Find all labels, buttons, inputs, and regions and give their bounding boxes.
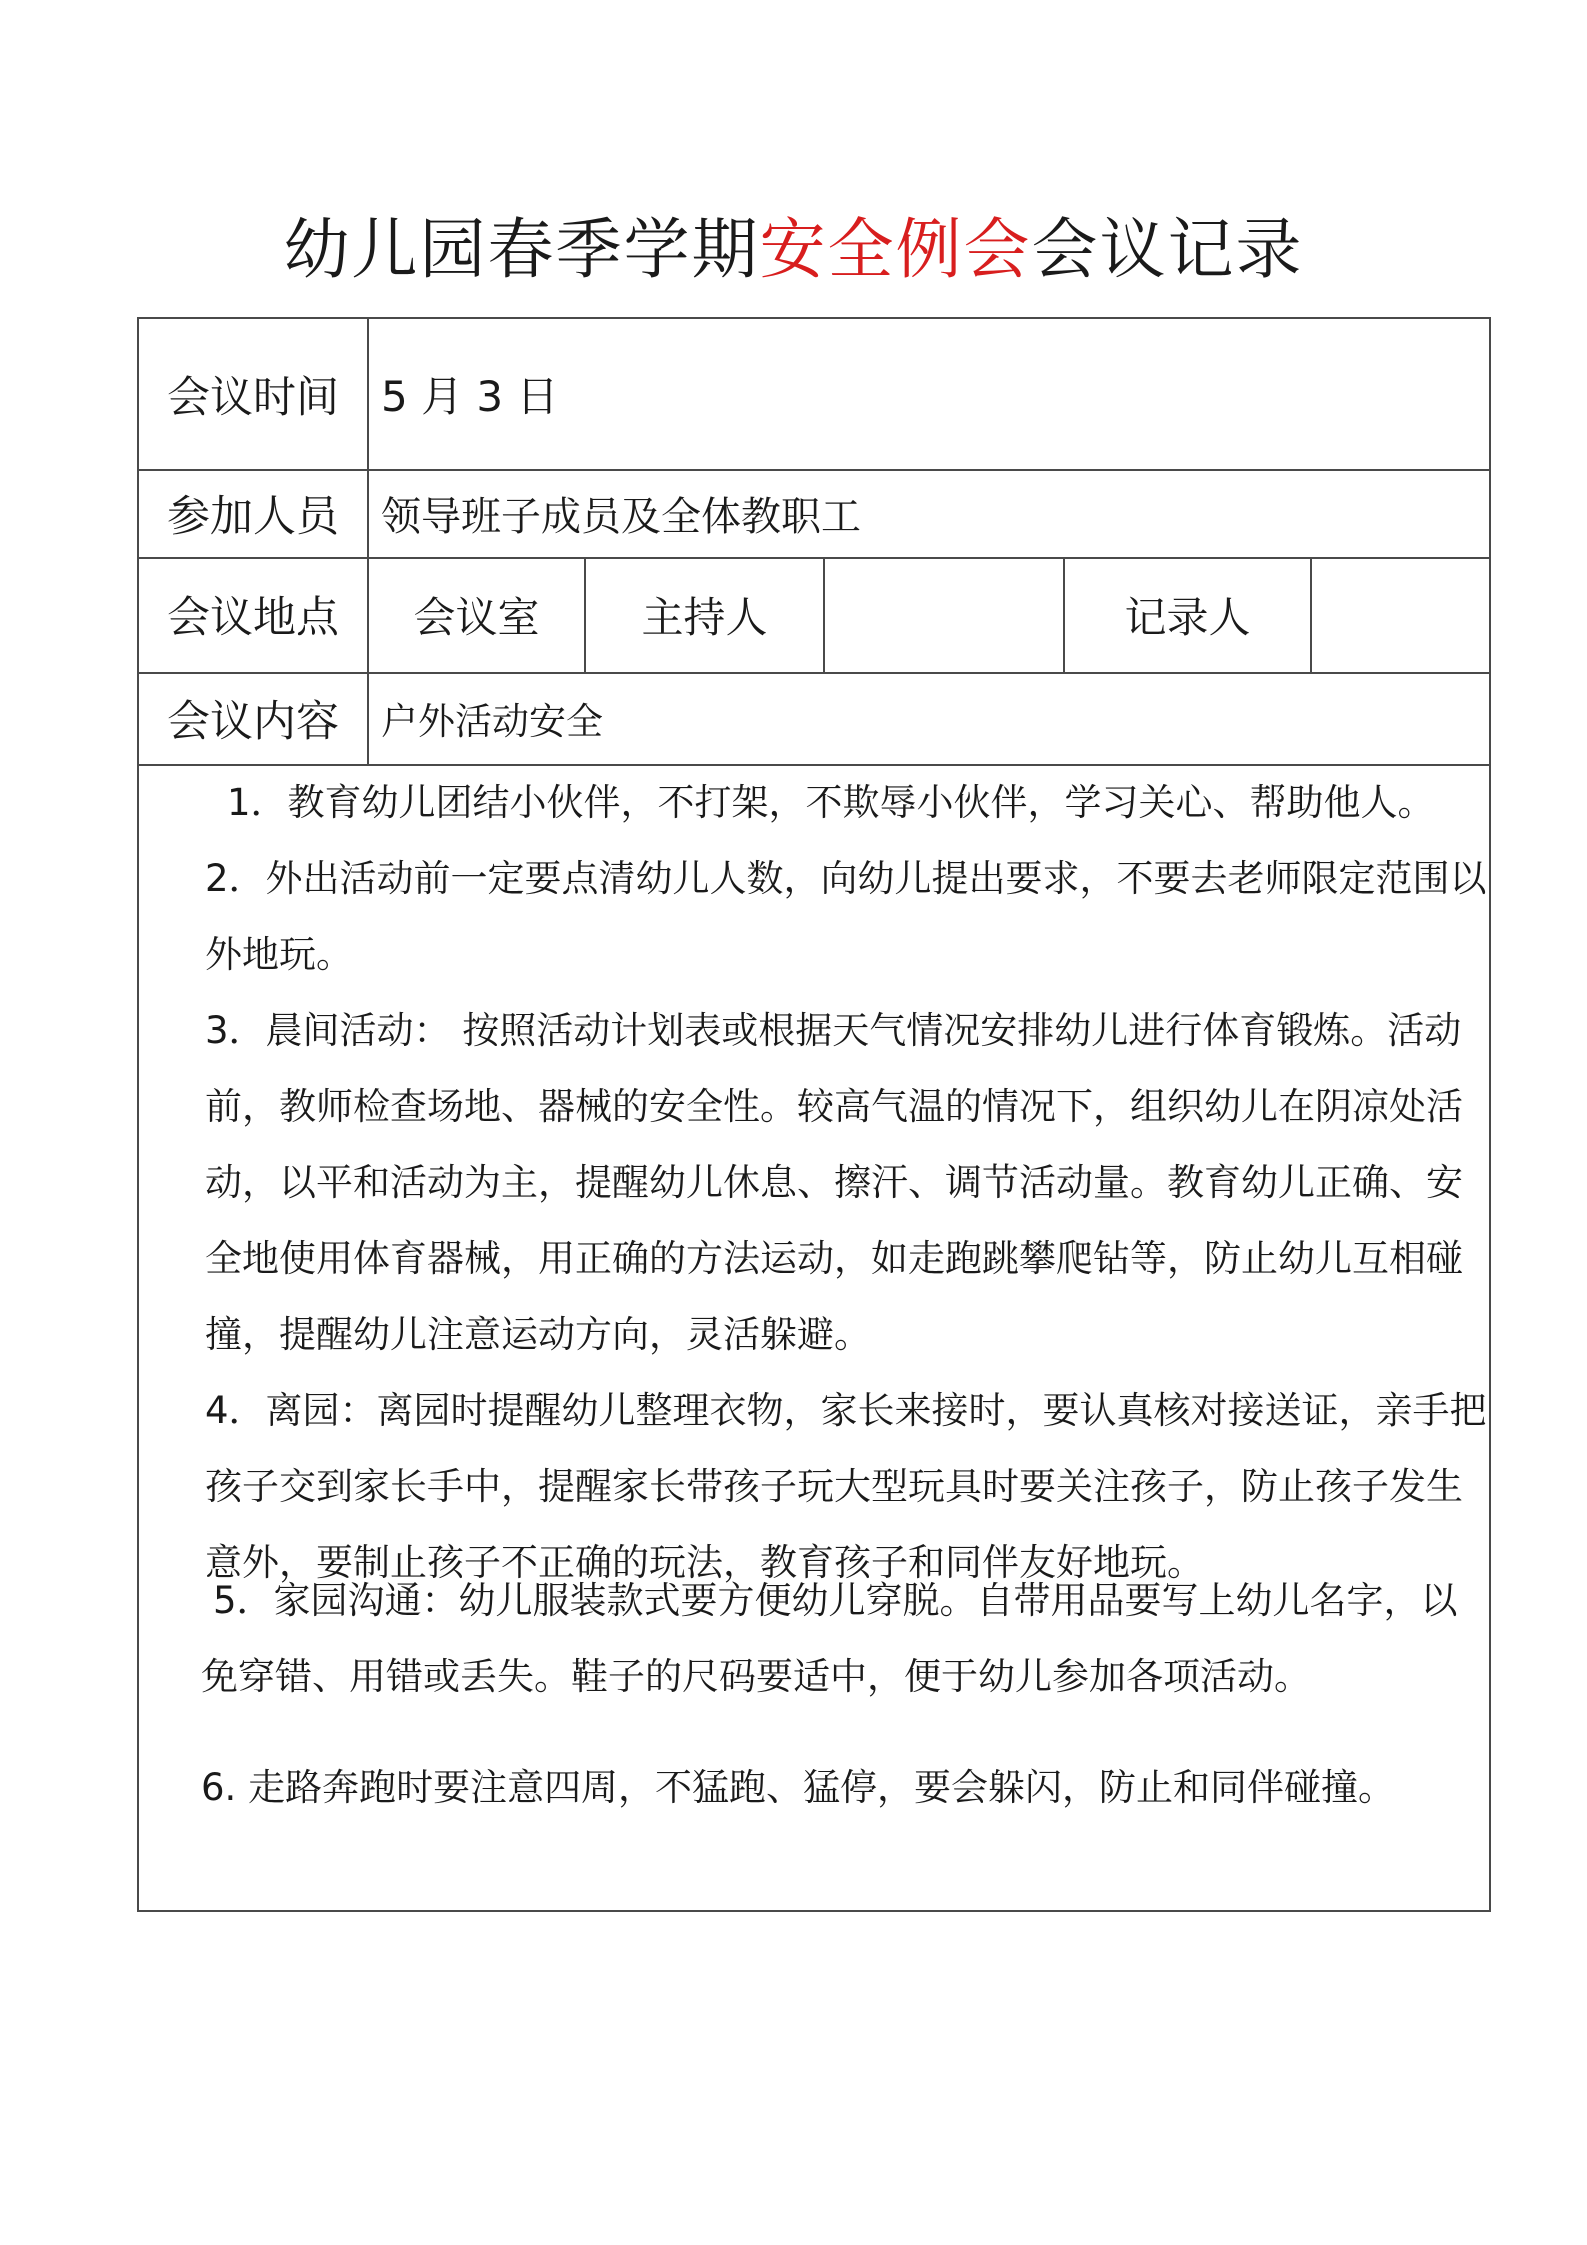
item-4-line: 4．离园：离园时提醒幼儿整理衣物，家长来接时，要认真核对接送证，亲手把 bbox=[205, 1389, 1487, 1432]
item-1 bbox=[139, 765, 1577, 841]
meeting-time-value: 5 月 3 日 bbox=[381, 372, 559, 421]
item-3-line: 全地使用体育器械，用正确的方法运动，如走跑跳攀爬钻等，防止幼儿互相碰 bbox=[205, 1237, 1463, 1280]
recorder-value bbox=[1312, 557, 1489, 672]
item-1-line: 1．教育幼儿团结小伙伴，不打架，不欺辱小伙伴，学习关心、帮助他人。 bbox=[227, 781, 1435, 824]
title-prefix: 幼儿园春季学期 bbox=[283, 211, 760, 288]
item-6 bbox=[139, 1750, 1551, 1826]
recorder-label: 记录人 bbox=[1124, 592, 1251, 642]
item-3 bbox=[139, 993, 1555, 1373]
host-value bbox=[825, 557, 1063, 672]
meeting-record-table bbox=[137, 317, 1491, 1912]
item-5-line: 免穿错、用错或丢失。鞋子的尺码要适中，便于幼儿参加各项活动。 bbox=[201, 1655, 1311, 1698]
host-label: 主持人 bbox=[641, 592, 768, 642]
content-value: 户外活动安全 bbox=[381, 700, 603, 743]
item-2-line: 外地玩。 bbox=[205, 933, 353, 976]
item-3-line: 撞，提醒幼儿注意运动方向，灵活躲避。 bbox=[205, 1313, 871, 1356]
item-3-line: 3．晨间活动： 按照活动计划表或根据天气情况安排幼儿进行体育锻炼。活动 bbox=[205, 1009, 1462, 1052]
item-6-line: 6. 走路奔跑时要注意四周，不猛跑、猛停，要会躲闪，防止和同伴碰撞。 bbox=[201, 1766, 1396, 1809]
item-3-line: 动，以平和活动为主，提醒幼儿休息、擦汗、调节活动量。教育幼儿正确、安 bbox=[205, 1161, 1463, 1204]
attendees-label: 参加人员 bbox=[167, 491, 339, 542]
location-value: 会议室 bbox=[413, 592, 540, 642]
item-5-line: 5．家园沟通：幼儿服装款式要方便幼儿穿脱。自带用品要写上幼儿名字，以 bbox=[213, 1579, 1458, 1622]
location-label: 会议地点 bbox=[167, 593, 339, 643]
meeting-time-label: 会议时间 bbox=[167, 372, 339, 423]
item-4-line: 孩子交到家长手中，提醒家长带孩子玩大型玩具时要关注孩子，防止孩子发生 bbox=[205, 1465, 1463, 1508]
page-title bbox=[0, 205, 1587, 295]
content-label: 会议内容 bbox=[167, 696, 339, 747]
title-highlight: 安全例会 bbox=[759, 211, 1032, 288]
item-5 bbox=[139, 1563, 1563, 1715]
column-divider bbox=[367, 319, 369, 764]
attendees-value: 领导班子成员及全体教职工 bbox=[381, 493, 861, 540]
item-2 bbox=[139, 841, 1555, 993]
item-3-line: 前，教师检查场地、器械的安全性。较高气温的情况下，组织幼儿在阴凉处活 bbox=[205, 1085, 1463, 1128]
item-4-line: 意外，要制止孩子不正确的玩法，教育孩子和同伴友好地玩。 bbox=[205, 1541, 1204, 1584]
title-suffix: 会议记录 bbox=[1031, 211, 1304, 288]
item-2-line: 2．外出活动前一定要点清幼儿人数，向幼儿提出要求，不要去老师限定范围以 bbox=[205, 857, 1487, 900]
